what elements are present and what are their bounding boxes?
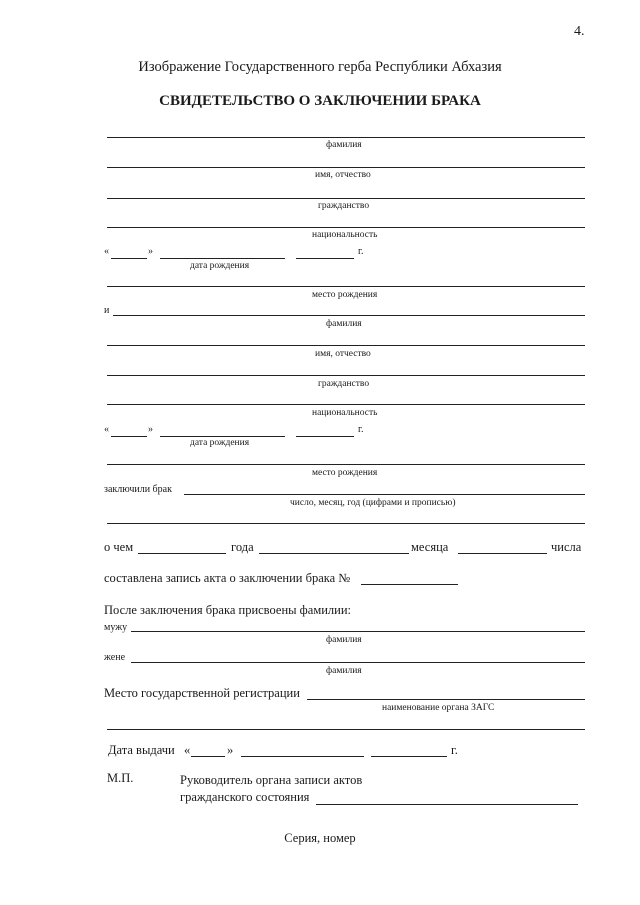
birthplace-2-caption: место рождения (312, 468, 378, 478)
surname-1-line (107, 137, 585, 138)
surnames-heading: После заключения брака присвоены фамилии: (104, 603, 352, 617)
birth-2-quote-close: » (148, 424, 153, 435)
married-label: заключили брак (104, 484, 172, 495)
birth-1-quote-close: » (148, 246, 153, 257)
surname-2-caption: фамилия (326, 319, 362, 329)
birthplace-1-caption: место рождения (312, 290, 378, 300)
conjunction-and: и (104, 305, 110, 316)
citizenship-2-line (107, 375, 585, 376)
husband-label: мужу (104, 622, 128, 633)
head-title-line1: Руководитель органа записи актов (180, 773, 363, 787)
birth-1-quote-open: « (104, 246, 109, 257)
signature-line (316, 804, 578, 805)
record-text: составлена запись акта о заключении брака № (104, 571, 351, 585)
name-2-caption: имя, отчество (315, 349, 371, 359)
birth-1-day-line (111, 258, 147, 259)
issue-quote-close: » (227, 743, 234, 757)
issue-label: Дата выдачи (108, 743, 175, 757)
stamp-mp: М.П. (107, 771, 134, 785)
registration-line-2 (107, 729, 585, 730)
issue-year-line (371, 756, 447, 757)
name-1-line (107, 167, 585, 168)
page-number: 4. (574, 24, 585, 39)
registration-caption: наименование органа ЗАГС (382, 703, 495, 713)
about-year-line (259, 553, 409, 554)
head-title-line2: гражданского состояния (180, 790, 310, 804)
emblem-caption: Изображение Государственного герба Республики Абхазия (138, 59, 502, 75)
husband-surname-caption: фамилия (326, 635, 362, 645)
birthplace-1-line (107, 286, 585, 287)
wife-surname-caption: фамилия (326, 666, 362, 676)
issue-month-line (241, 756, 364, 757)
birth-2-month-line (160, 436, 285, 437)
citizenship-1-caption: гражданство (318, 201, 370, 211)
wife-label: жене (104, 652, 126, 663)
about-goda: года (231, 540, 254, 554)
about-month-line (458, 553, 547, 554)
series-number: Серия, номер (284, 831, 356, 845)
issue-quote-open: « (184, 743, 191, 757)
birthplace-2-line (107, 464, 585, 465)
name-2-line (107, 345, 585, 346)
birth-date-1-caption: дата рождения (190, 261, 250, 271)
nationality-2-caption: национальность (312, 408, 378, 418)
citizenship-2-caption: гражданство (318, 379, 370, 389)
about-o-chem: о чем (104, 540, 134, 554)
surname-2-line (113, 315, 585, 316)
birth-1-year-suffix: г. (358, 246, 364, 257)
husband-surname-line (131, 631, 585, 632)
surname-1-caption: фамилия (326, 140, 362, 150)
about-mesyatsa: месяца (411, 540, 449, 554)
birth-1-year-line (296, 258, 354, 259)
citizenship-1-line (107, 198, 585, 199)
registration-line (307, 699, 585, 700)
registration-label: Место государственной регистрации (104, 686, 300, 700)
record-number-line (361, 584, 458, 585)
birth-2-day-line (111, 436, 147, 437)
about-day-line (138, 553, 226, 554)
married-date-line (184, 494, 585, 495)
wife-surname-line (131, 662, 585, 663)
birth-date-2-caption: дата рождения (190, 438, 250, 448)
birth-2-year-suffix: г. (358, 424, 364, 435)
nationality-2-line (107, 404, 585, 405)
nationality-1-caption: национальность (312, 230, 378, 240)
nationality-1-line (107, 227, 585, 228)
married-caption: число, месяц, год (цифрами и прописью) (290, 498, 456, 508)
about-chisla: числа (551, 540, 582, 554)
document-title: СВИДЕТЕЛЬСТВО О ЗАКЛЮЧЕНИИ БРАКА (159, 93, 481, 109)
name-1-caption: имя, отчество (315, 170, 371, 180)
issue-year-suffix: г. (451, 743, 458, 757)
birth-2-year-line (296, 436, 354, 437)
issue-day-line (191, 756, 225, 757)
birth-1-month-line (160, 258, 285, 259)
married-date-line-2 (107, 523, 585, 524)
birth-2-quote-open: « (104, 424, 109, 435)
